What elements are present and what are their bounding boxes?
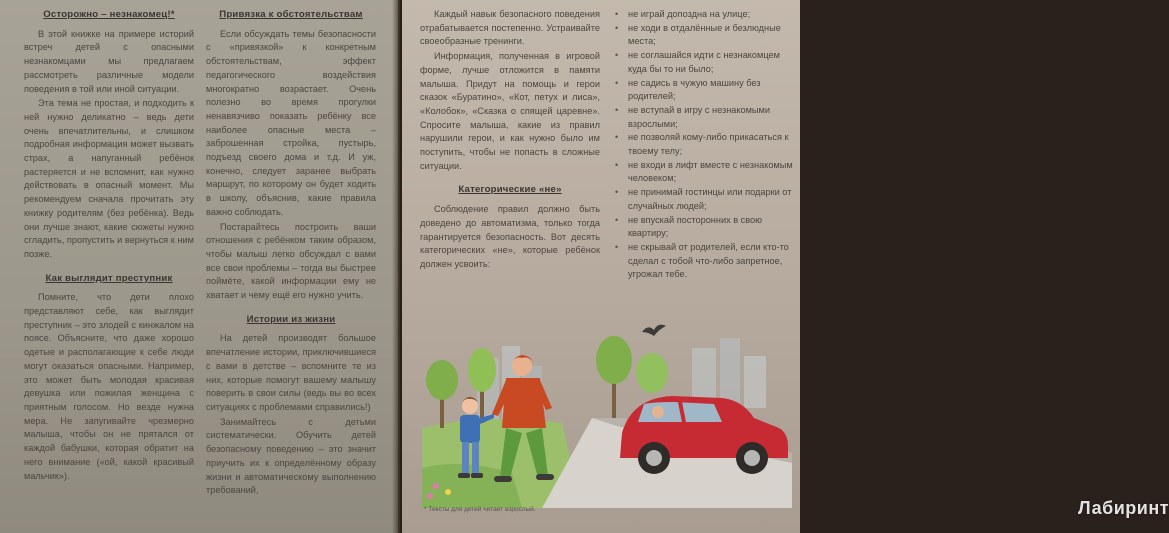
street-illustration — [422, 318, 792, 508]
left-column-2 — [206, 8, 376, 498]
left-page — [0, 0, 400, 533]
paragraph: На детей производят большое впечатление истории, приключившиеся с вами в детстве – вспомните те из них, которые помогут вашему малышу поверить в свои силы (ведь вы во всех ситуациях с проблемами справились!) — [206, 333, 376, 412]
right-column-2 — [614, 8, 796, 282]
paragraph: Соблюдение правил должно быть доведено до автоматизма, только тогда гарантируется безопасность. Вот десять категорических «не», которые ребёнок должен усвоить: — [420, 204, 600, 269]
paragraph: Постарайтесь построить ваши отношения с ребёнком таким образом, чтобы малыш легко обсуждал с вами все свои проблемы – тогда вы быстрее поймёте, какой информации ему не хватает и чему ещё его нужно учить. — [206, 221, 376, 301]
list-item: • не ходи в отдалённые и безлюдные места; — [614, 22, 796, 49]
heading-criminal-looks: Как выглядит преступник — [45, 272, 173, 284]
paragraph: В этой книжке на примере историй встреч детей с опасными незнакомцами мы предлагаем рассмотреть различные модели поведения в той или иной ситуации. — [24, 28, 194, 94]
right-page — [402, 0, 1169, 533]
list-item: • не играй допоздна на улице; — [614, 8, 796, 22]
list-item: • не скрывай от родителей, если кто-то сделал с тобой что-либо запретное, угрожал тебе. — [614, 241, 796, 282]
paragraph: Эта тема не простая, и подходить к ней нужно деликатно – ведь дети очень впечатлительны, и слишком подробная информация может вызвать страх, а напуганный ребёнок растеряется и не вспомнит, как нужно действовать в опасный момент. Мы рекомендуем сначала прочитать эту книжку родителям (без ребёнка). Ведь они лучше знают, какие сюжеты нужно сгладить, пропустить и вернуться к ним позже. — [24, 98, 194, 259]
paragraph: Занимайтесь с детьми систематически. Обучить детей безопасному поведению – это значит приучить их к определённому образу жизни и автоматическому выполнению требований, — [206, 416, 376, 496]
heading-categorical-nots: Категорические «не» — [458, 184, 562, 196]
list-item: • не соглашайся идти с незнакомцем куда бы то ни было; — [614, 49, 796, 76]
watermark-logo: Лабиринт — [1078, 498, 1169, 518]
heading-stranger-warning: Осторожно – незнакомец!* — [43, 9, 175, 20]
right-column-1 — [420, 8, 600, 272]
left-column-1 — [24, 8, 194, 483]
list-item: • не принимай гостинцы или подарки от случайных людей; — [614, 186, 796, 213]
paragraph: Каждый навык безопасного поведения отрабатывается постепенно. Устраивайте своеобразные тренинги. — [420, 9, 600, 47]
list-item: • не вступай в игру с незнакомыми взрослыми; — [614, 104, 796, 131]
footnote: * Тексты для детей читает взрослый. — [424, 506, 536, 513]
rules-list — [614, 8, 796, 282]
list-item: • не позволяй кому-либо прикасаться к твоему телу; — [614, 131, 796, 158]
bird-figure — [642, 325, 666, 336]
heading-circumstances: Привязка к обстоятельствам — [219, 9, 363, 20]
paragraph: Информация, полученная в игровой форме, лучше отложится в памяти малыша. Придут на помощь и герои сказок «Буратино», «Кот, петух и лиса», «Колобок», «Сказка о спящей царевне». Спросите малыша, какие из правил нарушили герои, и как нужно было им поступить, чтобы не попасть в сложные ситуации. — [420, 51, 600, 171]
list-item: • не входи в лифт вместе с незнакомым человеком; — [614, 159, 796, 186]
list-item: • не впускай посторонних в свою квартиру; — [614, 214, 796, 241]
paragraph: Помните, что дети плохо представляют себе, как выглядит преступник – это злодей с кинжалом на поясе. Объясните, что даже хорошо одетые и располагающие к себе люди могут оказаться опасными. Например, это может быть молодая красивая девушка или пожилая женщина с приятным голосом. Но везде нужна мера. Не запугивайте чрезмерно малыша, чтобы он не прятался от каждой бабушки, которая обратит на него внимание («ой, какой красивый мальчик»). — [24, 292, 194, 481]
heading-life-stories: Истории из жизни — [246, 313, 336, 325]
paragraph: Если обсуждать темы безопасности с «привязкой» к конкретным обстоятельствам, эффект педагогического воздействия многократно возрастает. Очень полезно во время прогулки ненавязчиво показать ребёнку все наиболее опасные места – заброшенная стройка, пустырь, подъезд своего дома и т.д. И уж, конечно, следует заранее выбрать маршрут, по которому он будет ходить в школу, объяснив, какие правила важно соблюдать. — [206, 28, 376, 217]
list-item: • не садись в чужую машину без родителей; — [614, 77, 796, 104]
